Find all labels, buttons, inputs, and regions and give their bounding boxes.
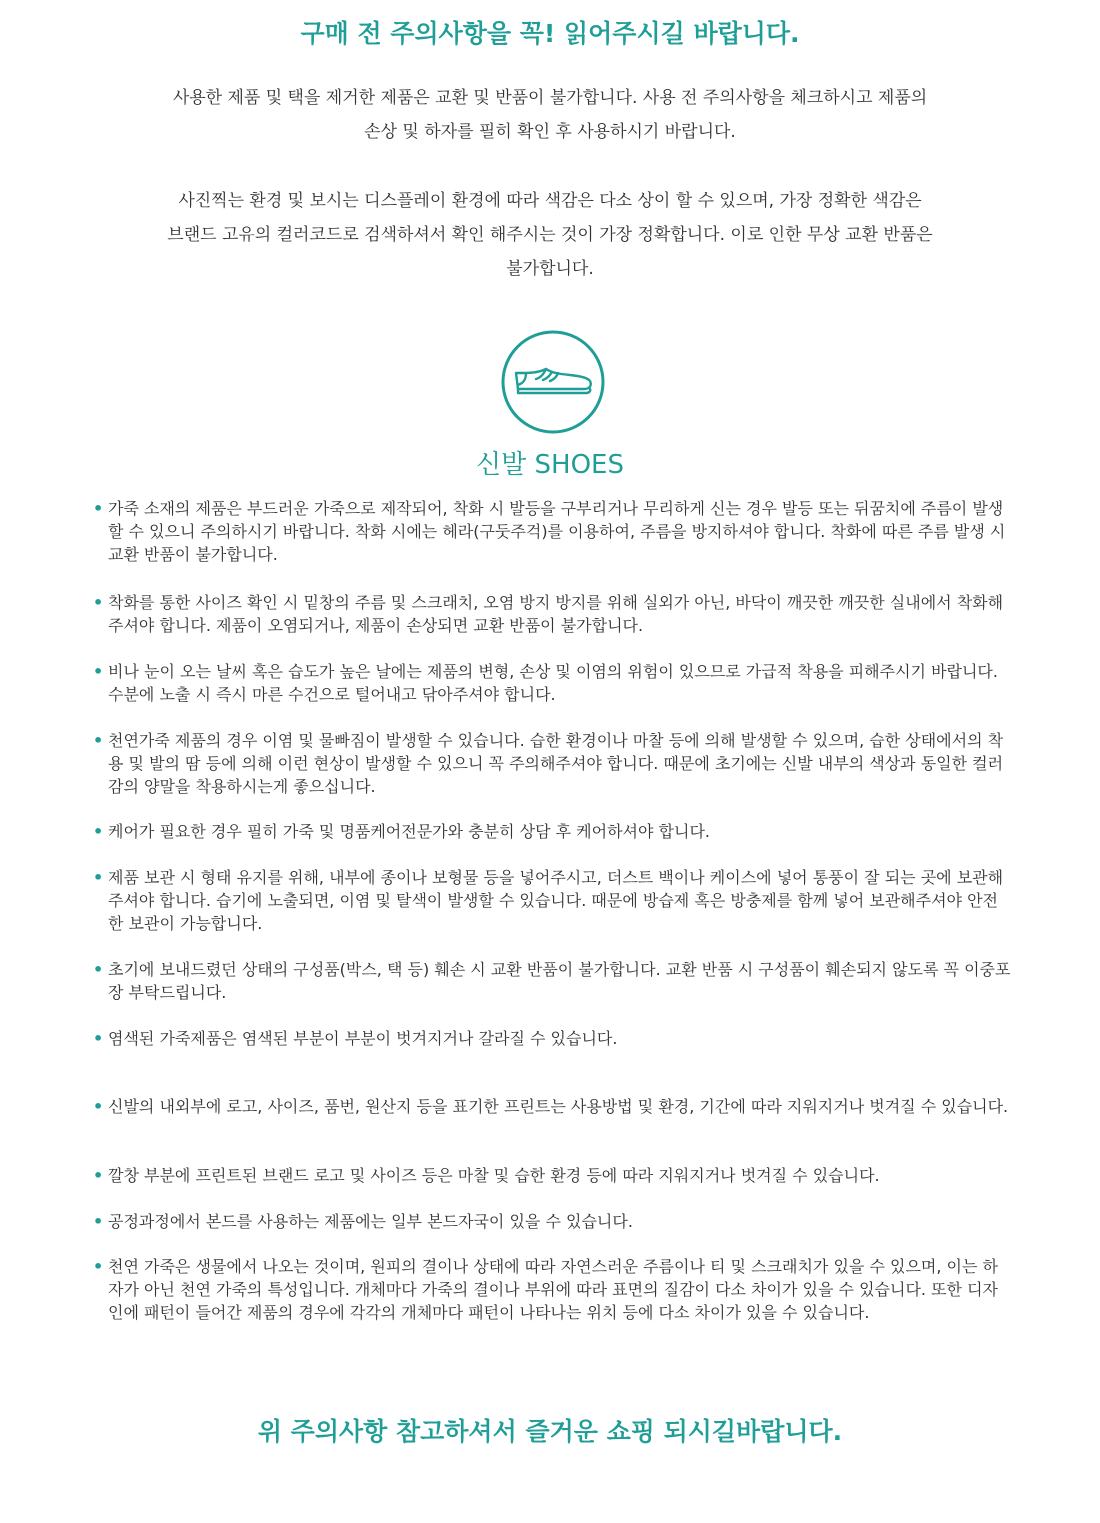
list-item: [92, 958, 1012, 1004]
list-item: [92, 1164, 1012, 1187]
bullet: •: [93, 1212, 104, 1231]
list-item: [92, 1255, 1012, 1324]
list-item-text: 초기에 보내드렸던 상태의 구성품(박스, 택 등) 훼손 시 교환 반품이 불가합니다. 교환 반품 시 구성품이 훼손되지 않도록 꼭 이중포장 부탁드립니다.: [108, 960, 1011, 1002]
bullet: •: [93, 1257, 104, 1276]
list-item-text: 염색된 가죽제품은 염색된 부분이 부분이 벗겨지거나 갈라질 수 있습니다.: [108, 1029, 618, 1048]
list-item-text: 천연 가죽은 생물에서 나오는 것이며, 원피의 결이나 상태에 따라 자연스러운 주름이나 티 및 스크래치가 있을 수 있으며, 이는 하자가 아닌 천연 가죽의 특성입니다. 개체마다 가죽의 결이나 부위에 따라 표면의 질감이 다소 차이가 있을 수 있습니다. 또한 디자인에 패턴이 들어간 제품의 경우에 각각의 개체마다 패턴이 나타나는 위치 등에 다소 차이가 있을 수 있습니다.: [108, 1257, 998, 1322]
list-item: [92, 820, 1012, 843]
intro-line: 사진찍는 환경 및 보시는 디스플레이 환경에 따라 색감은 다소 상이 할 수 있으며, 가장 정확한 색감은: [178, 191, 922, 211]
bullet: •: [93, 822, 104, 841]
bullet: •: [93, 499, 104, 518]
list-item-text: 제품 보관 시 형태 유지를 위해, 내부에 종이나 보형물 등을 넣어주시고, 더스트 백이나 케이스에 넣어 통풍이 잘 되는 곳에 보관해주셔야 합니다. 습기에 노출되면, 이염 및 탈색이 발생할 수 있습니다. 때문에 방습제 혹은 방충제를 함께 넣어 보관해주셔야 안전한 보관이 가능합니다.: [108, 868, 1004, 933]
closing-message: 위 주의사항 참고하셔서 즐거운 쇼핑 되시길바랍니다.: [257, 1417, 843, 1446]
intro-paragraph-1: [110, 81, 990, 149]
bullet: •: [93, 868, 104, 887]
list-item: [92, 1095, 1012, 1118]
intro-line: 불가합니다.: [506, 259, 594, 279]
list-item-text: 신발의 내외부에 로고, 사이즈, 품번, 원산지 등을 표기한 프린트는 사용방법 및 환경, 기간에 따라 지워지거나 벗겨질 수 있습니다.: [108, 1097, 1009, 1116]
intro-paragraph-2: [110, 184, 990, 286]
list-item-text: 공정과정에서 본드를 사용하는 제품에는 일부 본드자국이 있을 수 있습니다.: [108, 1212, 633, 1231]
intro-line: 손상 및 하자를 필히 확인 후 사용하시기 바랍니다.: [364, 122, 736, 142]
list-item: [92, 1027, 1012, 1050]
bullet: •: [93, 1029, 104, 1048]
list-item: [92, 497, 1012, 566]
list-item-text: 천연가죽 제품의 경우 이염 및 물빠짐이 발생할 수 있습니다. 습한 환경이나 마찰 등에 의해 발생할 수 있으며, 습한 상태에서의 착용 및 발의 땀 등에 의해 이런 현상이 발생할 수 있으니 꼭 주의해주셔야 합니다. 때문에 초기에는 신발 내부의 색상과 동일한 컬러감의 양말을 착용하시는게 좋으십니다.: [108, 731, 1004, 796]
bullet: •: [93, 662, 104, 681]
list-item: [92, 729, 1012, 798]
intro-line: 브랜드 고유의 컬러코드로 검색하셔서 확인 해주시는 것이 가장 정확합니다. 이로 인한 무상 교환 반품은: [167, 225, 933, 245]
bullet: •: [93, 1097, 104, 1116]
section-title: 신발 SHOES: [476, 450, 624, 480]
list-item: [92, 591, 1012, 637]
bullet: •: [93, 1166, 104, 1185]
list-item-text: 착화를 통한 사이즈 확인 시 밑창의 주름 및 스크래치, 오염 방지 방지를 위해 실외가 아닌, 바닥이 깨끗한 깨끗한 실내에서 착화해주셔야 합니다. 제품이 오염되거나, 제품이 손상되면 교환 반품이 불가합니다.: [108, 593, 1004, 635]
list-item: [92, 660, 1012, 706]
list-item: [92, 1210, 1012, 1233]
list-item: [92, 866, 1012, 935]
shoe-icon: [500, 329, 606, 435]
list-item-text: 깔창 부분에 프린트된 브랜드 로고 및 사이즈 등은 마찰 및 습한 환경 등에 따라 지워지거나 벗겨질 수 있습니다.: [108, 1166, 880, 1185]
list-item-text: 비나 눈이 오는 날씨 혹은 습도가 높은 날에는 제품의 변형, 손상 및 이염의 위험이 있으므로 가급적 착용을 피해주시기 바랍니다. 수분에 노출 시 즉시 마른 수건으로 털어내고 닦아주셔야 합니다.: [108, 662, 998, 704]
bullet: •: [93, 960, 104, 979]
bullet: •: [93, 731, 104, 750]
intro-line: 사용한 제품 및 택을 제거한 제품은 교환 및 반품이 불가합니다. 사용 전 주의사항을 체크하시고 제품의: [172, 88, 928, 108]
page-title: 구매 전 주의사항을 꼭! 읽어주시길 바랍니다.: [300, 19, 800, 48]
list-item-text: 케어가 필요한 경우 필히 가죽 및 명품케어전문가와 충분히 상담 후 케어하셔야 합니다.: [108, 822, 710, 841]
list-item-text: 가죽 소재의 제품은 부드러운 가죽으로 제작되어, 착화 시 발등을 구부리거나 무리하게 신는 경우 발등 또는 뒤꿈치에 주름이 발생할 수 있으니 주의하시기 바랍니다. 착화 시에는 헤라(구둣주걱)를 이용하여, 주름을 방지하셔야 합니다. 착화에 따른 주름 발생 시 교환 반품이 불가합니다.: [108, 499, 1006, 564]
bullet: •: [93, 593, 104, 612]
